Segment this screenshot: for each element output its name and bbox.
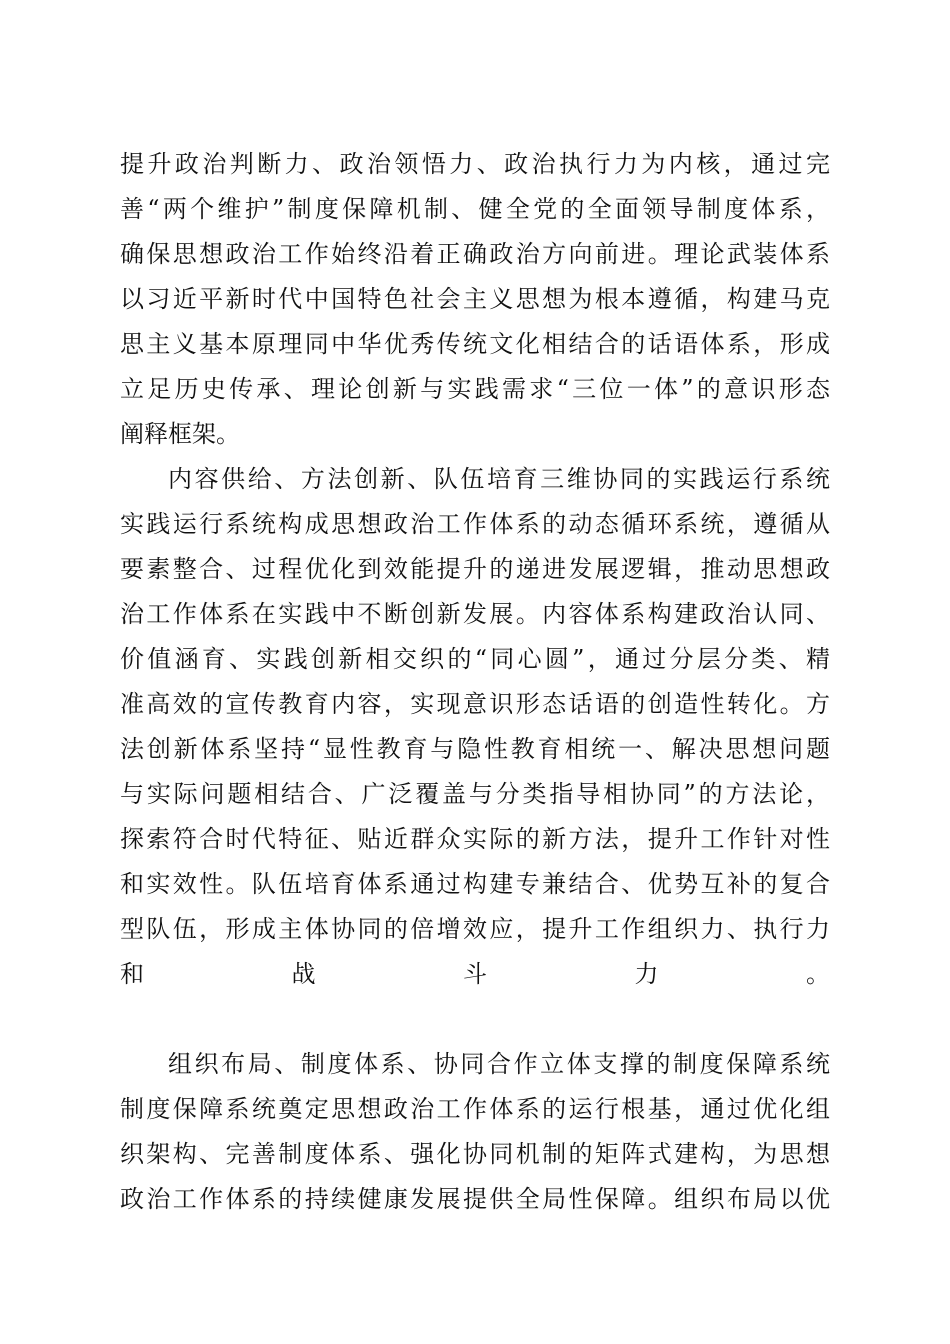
text-line: 与实际问题相结合、广泛覆盖与分类指导相协同”的方法论， <box>120 780 830 808</box>
text-line: 以习近平新时代中国特色社会主义思想为根本遵循，构建马克 <box>120 285 830 313</box>
section-heading: 组织布局、制度体系、协同合作立体支撑的制度保障系统 <box>168 1050 830 1078</box>
paragraph-1 <box>120 142 830 457</box>
text-line: 价值涵育、实践创新相交织的“同心圆”，通过分层分类、精 <box>120 645 830 673</box>
text-line: 制度保障系统奠定思想政治工作体系的运行根基，通过优化组 <box>120 1095 830 1123</box>
paragraph-2 <box>120 457 830 1042</box>
text-line: 思主义基本原理同中华优秀传统文化相结合的话语体系，形成 <box>120 330 830 358</box>
text-line: 准高效的宣传教育内容，实现意识形态话语的创造性转化。方 <box>120 690 830 718</box>
text-line: 善“两个维护”制度保障机制、健全党的全面领导制度体系， <box>120 195 830 223</box>
text-line: 和战斗力。 <box>120 960 830 988</box>
text-line: 实践运行系统构成思想政治工作体系的动态循环系统，遵循从 <box>120 510 830 538</box>
text-line: 确保思想政治工作始终沿着正确政治方向前进。理论武装体系 <box>120 240 830 268</box>
text-line: 探索符合时代特征、贴近群众实际的新方法，提升工作针对性 <box>120 825 830 853</box>
text-line: 织架构、完善制度体系、强化协同机制的矩阵式建构，为思想 <box>120 1140 830 1168</box>
section-heading: 内容供给、方法创新、队伍培育三维协同的实践运行系统 <box>168 465 830 493</box>
text-line: 要素整合、过程优化到效能提升的递进发展逻辑，推动思想政 <box>120 555 830 583</box>
text-line: 政治工作体系的持续健康发展提供全局性保障。组织布局以优 <box>120 1185 830 1213</box>
document-body <box>120 142 830 1222</box>
text-line: 阐释框架。 <box>120 420 240 448</box>
text-line: 法创新体系坚持“显性教育与隐性教育相统一、解决思想问题 <box>120 735 830 763</box>
paragraph-3 <box>120 1042 830 1222</box>
text-line: 提升政治判断力、政治领悟力、政治执行力为内核，通过完 <box>120 150 830 178</box>
text-line: 治工作体系在实践中不断创新发展。内容体系构建政治认同、 <box>120 600 830 628</box>
text-line: 型队伍，形成主体协同的倍增效应，提升工作组织力、执行力 <box>120 915 830 943</box>
text-line: 和实效性。队伍培育体系通过构建专兼结合、优势互补的复合 <box>120 870 830 898</box>
text-line <box>120 997 830 1042</box>
text-line: 立足历史传承、理论创新与实践需求“三位一体”的意识形态 <box>120 375 830 403</box>
